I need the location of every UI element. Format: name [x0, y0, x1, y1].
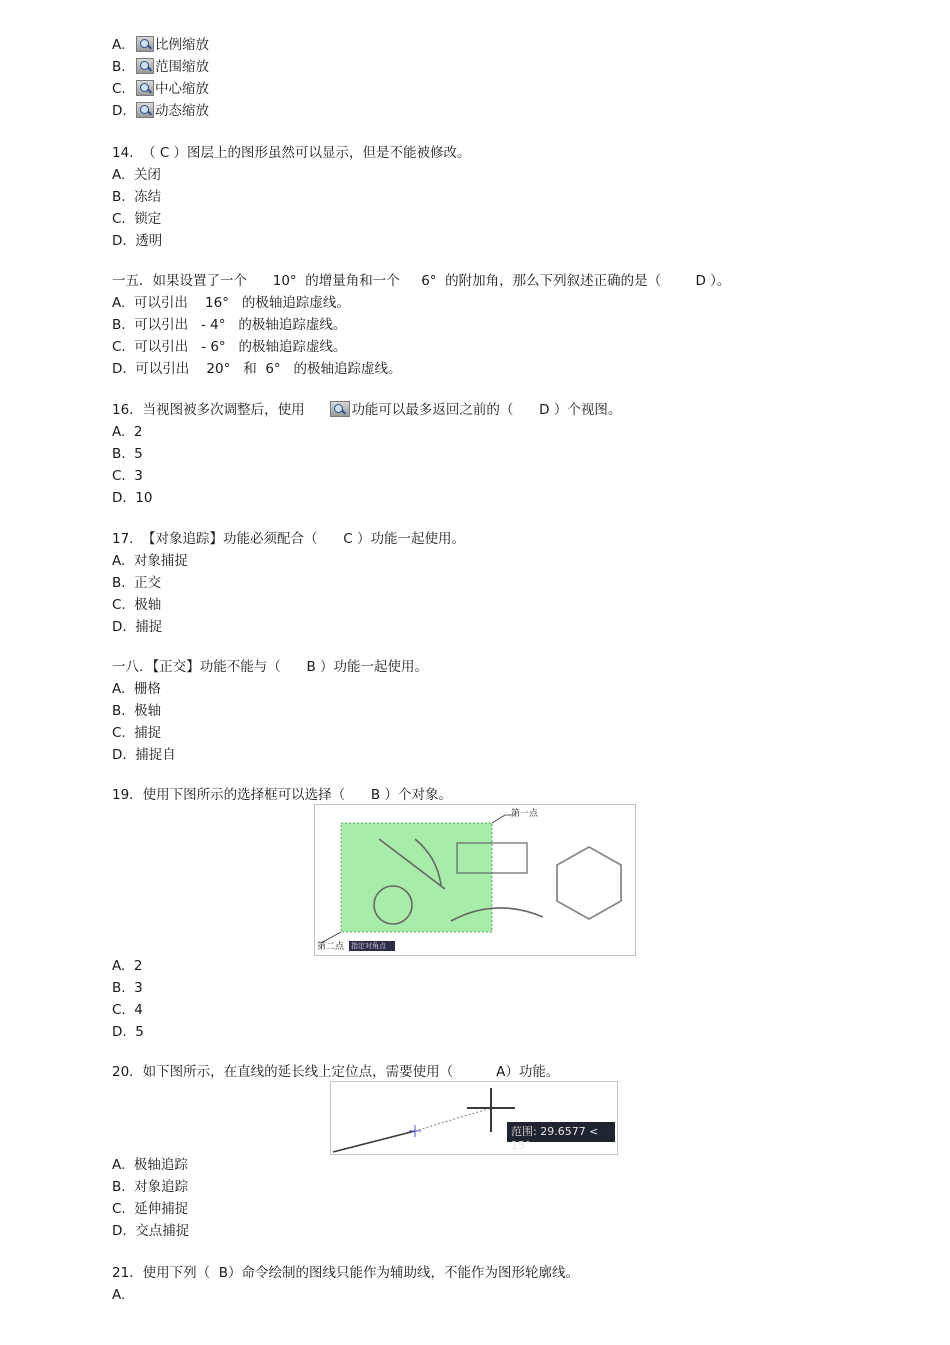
- tracking-tooltip-text: 范围: 29.6577 < 15°: [511, 1125, 599, 1152]
- label-first-point: 第一点: [511, 809, 539, 819]
- q20-option-d: D. 交点捕捉: [112, 1223, 190, 1239]
- tooltip-text: 指定对角点: [351, 942, 386, 950]
- q18-option-d: D. 捕捉自: [112, 747, 176, 763]
- q20-tracking-figure: [330, 1081, 618, 1155]
- q16-option-c: C. 3: [112, 468, 143, 484]
- q16-option-b: B. 5: [112, 446, 143, 462]
- q17-option-b: B. 正交: [112, 575, 162, 591]
- q15-stem: 一五．如果设置了一个 10° 的增量角和一个 6° 的附加角，那么下列叙述正确的是（ D ）。: [112, 273, 731, 289]
- q17-option-c: C. 极轴: [112, 597, 162, 613]
- q14-option-a: A. 关闭: [112, 167, 161, 183]
- q13-option-d: D. 动态缩放: [112, 103, 209, 119]
- q19-selection-figure: [314, 804, 636, 956]
- q17-stem: 17. 【对象追踪】功能必须配合（ C ）功能一起使用。: [112, 531, 466, 547]
- q19-stem: 19．使用下图所示的选择框可以选择（ B ）个对象。: [112, 787, 452, 803]
- q16-option-a: A. 2: [112, 424, 143, 440]
- q21-option-a: A.: [112, 1287, 126, 1303]
- q20-option-c: C. 延伸捕捉: [112, 1201, 189, 1217]
- zoom-scale-icon: [136, 36, 154, 52]
- q13-option-a: A. 比例缩放: [112, 37, 209, 53]
- q19-option-b: B. 3: [112, 980, 143, 996]
- q18-option-b: B. 极轴: [112, 703, 162, 719]
- q15-option-b: B. 可以引出 - 4° 的极轴追踪虚线。: [112, 317, 347, 333]
- q17-option-a: A. 对象捕捉: [112, 553, 188, 569]
- q18-option-c: C. 捕捉: [112, 725, 162, 741]
- q15-option-c: C. 可以引出 - 6° 的极轴追踪虚线。: [112, 339, 347, 355]
- q16-option-d: D. 10: [112, 490, 153, 506]
- tracking-path: [415, 1108, 491, 1131]
- q15-option-a: A. 可以引出 16° 的极轴追踪虚线。: [112, 295, 350, 311]
- q19-selection-svg: [315, 805, 635, 955]
- q20-option-b: B. 对象追踪: [112, 1179, 189, 1195]
- q14-option-c: C. 锁定: [112, 211, 162, 227]
- zoom-dynamic-icon: [136, 102, 154, 118]
- hexagon-object: [557, 847, 621, 919]
- q21-stem: 21．使用下列（ B）命令绘制的图线只能作为辅助线，不能作为图形轮廓线。: [112, 1265, 580, 1281]
- zoom-center-icon: [136, 80, 154, 96]
- zoom-extents-icon: [136, 58, 154, 74]
- q15-option-d: D. 可以引出 20° 和 6° 的极轴追踪虚线。: [112, 361, 402, 377]
- base-line: [333, 1131, 415, 1152]
- q19-option-a: A. 2: [112, 958, 143, 974]
- q13-option-c: C. 中心缩放: [112, 81, 209, 97]
- q20-stem: 20．如下图所示，在直线的延长线上定位点，需要使用（ A）功能。: [112, 1064, 560, 1080]
- q20-option-a: A. 极轴追踪: [112, 1157, 188, 1173]
- q16-stem: 16．当视图被多次调整后，使用 功能可以最多返回之前的（ D ）个视图。: [112, 402, 622, 418]
- first-point-leader: [492, 815, 505, 823]
- q17-option-d: D. 捕捉: [112, 619, 163, 635]
- q13-option-b: B. 范围缩放: [112, 59, 209, 75]
- q19-option-c: C. 4: [112, 1002, 143, 1018]
- q14-option-b: B. 冻结: [112, 189, 162, 205]
- q18-stem: 一八．【正交】功能不能与（ B ）功能一起使用。: [112, 659, 429, 675]
- label-second-point: 第二点: [317, 942, 345, 952]
- q14-stem: 14. （ C ）图层上的图形虽然可以显示，但是不能被修改。: [112, 145, 471, 161]
- q14-option-d: D. 透明: [112, 233, 163, 249]
- zoom-previous-icon: [330, 401, 350, 417]
- q19-option-d: D. 5: [112, 1024, 144, 1040]
- q18-option-a: A. 栅格: [112, 681, 161, 697]
